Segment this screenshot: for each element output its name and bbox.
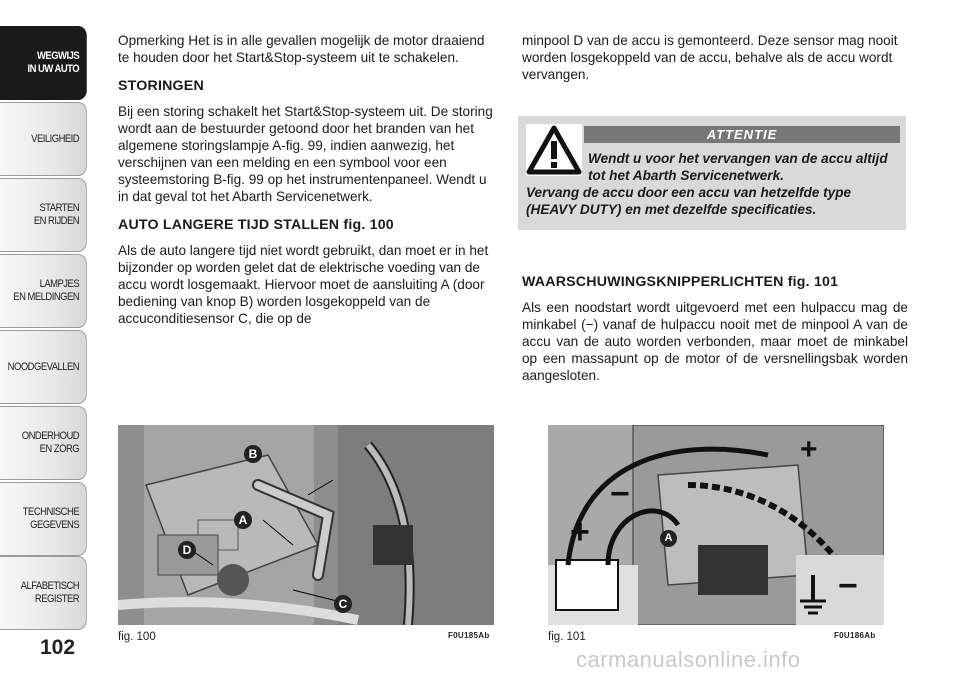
label-d: D <box>178 541 196 559</box>
figure-100-caption: fig. 100 <box>118 631 156 643</box>
label-a: A <box>234 511 252 529</box>
tab-alfabetisch[interactable]: ALFABETISCH REGISTER <box>0 556 87 630</box>
tab-wegwijs[interactable]: WEGWIJS IN UW AUTO <box>0 26 87 100</box>
figure-101-code: F0U186Ab <box>834 631 876 640</box>
stallen-paragraph: Als de auto langere tijd niet wordt gebruikt, dan moet er in het bijzonder op worden gelet dat de elektrische voeding van de accu wordt losgemaakt. Hiervoor moet de aansluiting A (door bediening van knop B) worden losgekoppeld van de accuconditiesensor C, die op de <box>118 243 489 326</box>
label-c: C <box>334 595 352 613</box>
stallen-heading <box>118 217 496 234</box>
label-a-fig101: A <box>660 530 677 547</box>
attention-line-2: Vervang de accu door een accu van hetzelfde type (HEAVY DUTY) en met dezelfde specificaties. <box>526 185 852 217</box>
warn-title: WAARSCHUWINGSKNIPPERLICHTEN <box>522 274 784 290</box>
tab-lampjes[interactable]: LAMPJES EN MELDINGEN <box>0 254 87 328</box>
attention-title: ATTENTIE <box>584 126 900 143</box>
left-column <box>118 32 496 339</box>
plus-sign-top: + <box>800 433 818 466</box>
label-b: B <box>244 445 262 463</box>
figure-101-image <box>548 425 884 625</box>
tab-noodgevallen[interactable]: NOODGEVALLEN <box>0 330 87 404</box>
right-column-top <box>522 32 908 95</box>
figure-100-code: F0U185Ab <box>448 631 490 640</box>
right-column-bottom <box>522 274 908 396</box>
attention-line-1: Wendt u voor het vervangen van de accu altijd tot het Abarth Servicenetwerk. <box>588 151 888 183</box>
continuation-paragraph: minpool D van de accu is gemonteerd. Deze sensor mag nooit worden losgekoppeld van de accu, behalve als de accu wordt vervangen. <box>522 33 898 82</box>
page-number: 102 <box>40 636 76 659</box>
intro-paragraph: Opmerking Het is in alle gevallen mogelijk de motor draaiend te houden door het Start&Stop-systeem uit te schakelen. <box>118 33 485 65</box>
minus-sign-ground: − <box>838 567 858 605</box>
tab-onderhoud[interactable]: ONDERHOUD EN ZORG <box>0 406 87 480</box>
plus-sign-battery: + <box>570 513 590 551</box>
tab-technische[interactable]: TECHNISCHE GEGEVENS <box>0 482 87 556</box>
tab-veiligheid[interactable]: VEILIGHEID <box>0 102 87 176</box>
attention-box <box>518 116 906 230</box>
storingen-heading: STORINGEN <box>118 78 204 94</box>
watermark: carmanualsonline.info <box>576 647 801 672</box>
warn-fig-ref: fig. 101 <box>787 274 839 290</box>
warn-paragraph: Als een noodstart wordt uitgevoerd met een hulpaccu mag de minkabel (−) vanaf de hulpaccu nooit met de minpool A van de accu van de auto worden verbonden, maar moet de minkabel op een massapunt op de motor of de versnellingsbak worden aangesloten. <box>522 300 908 383</box>
attention-text <box>526 150 902 218</box>
stallen-title: AUTO LANGERE TIJD STALLEN <box>118 217 340 233</box>
figure-100-image <box>118 425 494 625</box>
storingen-paragraph: Bij een storing schakelt het Start&Stop-systeem uit. De storing wordt aan de bestuurder getoond door het branden van het algemene storingslampje A-fig. 99, indien aanwezig, het verschijnen van een melding en een symbool voor een systeemstoring B-fig. 99 op het instrumentenpaneel. Wendt u in dat geval tot het Abarth Servicenetwerk. <box>118 104 493 204</box>
warn-heading <box>522 274 908 291</box>
tab-starten[interactable]: STARTEN EN RIJDEN <box>0 178 87 252</box>
minus-sign-top: − <box>610 475 630 513</box>
stallen-fig-ref: fig. 100 <box>343 217 394 233</box>
figure-101-caption: fig. 101 <box>548 631 586 643</box>
